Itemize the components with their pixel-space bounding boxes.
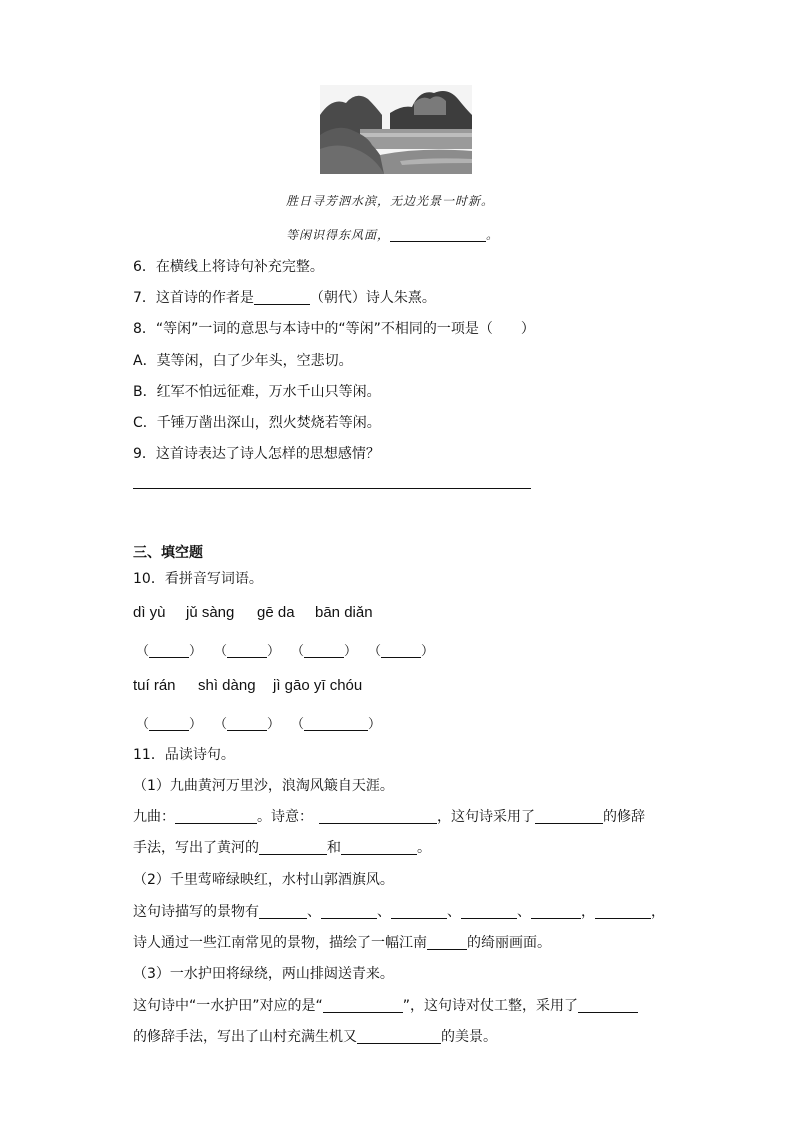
question-7 bbox=[133, 287, 436, 307]
shiyi-blank[interactable] bbox=[319, 822, 437, 824]
part-2-answer-line-b bbox=[133, 932, 551, 952]
jiuqu-blank[interactable] bbox=[175, 822, 257, 824]
scenery-blank-6[interactable] bbox=[595, 917, 651, 919]
sep-2: 、 bbox=[377, 904, 391, 920]
answer-line-q9[interactable] bbox=[133, 488, 531, 489]
pinyin-geda: gē da bbox=[257, 604, 295, 621]
question-10: 10．看拼音写词语。 bbox=[133, 571, 263, 587]
poem-line-2 bbox=[286, 226, 499, 243]
label-correspond: 这句诗中“一水护田”对应的是“ bbox=[133, 998, 323, 1014]
label-rhetoric: ，这句诗采用了 bbox=[437, 809, 535, 825]
label-beauty: 的美景。 bbox=[441, 1029, 497, 1045]
poem-line-2-end: 。 bbox=[486, 228, 500, 242]
scenery-blank-3[interactable] bbox=[391, 917, 447, 919]
answer-bracket-7[interactable]: （ ） bbox=[291, 717, 382, 732]
pinyin-jigaoyichou: jì gāo yī chóu bbox=[273, 677, 363, 694]
label-jiuqu: 九曲： bbox=[133, 809, 175, 825]
pinyin-bandian: bān diǎn bbox=[315, 604, 373, 621]
scenery-blank-5[interactable] bbox=[531, 917, 581, 919]
label-scenery: 这句诗描写的景物有 bbox=[133, 904, 259, 920]
question-11: 11．品读诗句。 bbox=[133, 747, 235, 763]
pinyin-shidang: shì dàng bbox=[198, 677, 256, 694]
question-6: 6．在横线上将诗句补充完整。 bbox=[133, 259, 324, 275]
river-blank-2[interactable] bbox=[341, 853, 417, 855]
label-jiangnan: 诗人通过一些江南常见的景物，描绘了一幅江南 bbox=[133, 935, 427, 951]
label-antithesis: ”，这句诗对仗工整，采用了 bbox=[402, 998, 579, 1014]
question-9: 9．这首诗表达了诗人怎样的思想感情？ bbox=[133, 446, 380, 462]
option-c[interactable]: C．千锤万凿出深山，烈火焚烧若等闲。 bbox=[133, 415, 381, 431]
part-3-answer-line-b bbox=[133, 1026, 497, 1046]
question-8: 8．“等闲”一词的意思与本诗中的“等闲”不相同的一项是（ ） bbox=[133, 321, 535, 337]
scenery-blank-4[interactable] bbox=[461, 917, 517, 919]
poem-part-3: （3）一水护田将绿绕，两山排闼送青来。 bbox=[133, 966, 394, 982]
answer-bracket-2[interactable]: （ ） bbox=[214, 644, 281, 659]
landscape-illustration bbox=[320, 85, 472, 174]
option-b[interactable]: B．红军不怕远征难，万水千山只等闲。 bbox=[133, 384, 381, 400]
dynasty-blank[interactable] bbox=[254, 303, 310, 305]
rhetoric-blank-2[interactable] bbox=[578, 1011, 638, 1013]
answer-bracket-5[interactable]: （ ） bbox=[136, 717, 203, 732]
answer-bracket-6[interactable]: （ ） bbox=[214, 717, 281, 732]
part-1-answer-line-b bbox=[133, 837, 431, 857]
river-blank-1[interactable] bbox=[259, 853, 327, 855]
answer-bracket-4[interactable]: （ ） bbox=[368, 644, 435, 659]
part-3-answer-line-a bbox=[133, 995, 638, 1015]
answer-bracket-3[interactable]: （ ） bbox=[291, 644, 358, 659]
scenery-blank-2[interactable] bbox=[321, 917, 377, 919]
comma-2: ， bbox=[651, 904, 665, 920]
poem-answer-blank[interactable] bbox=[390, 240, 486, 242]
question-7-text: 7．这首诗的作者是 bbox=[133, 290, 254, 306]
sep-3: 、 bbox=[447, 904, 461, 920]
label-yellow-river: 手法，写出了黄河的 bbox=[133, 840, 259, 856]
sep-1: 、 bbox=[307, 904, 321, 920]
part-1-answer-line-a bbox=[133, 806, 645, 826]
rhetoric-blank-1[interactable] bbox=[535, 822, 603, 824]
label-and: 和 bbox=[327, 840, 341, 856]
label-period: 。 bbox=[417, 840, 431, 856]
correspond-blank[interactable] bbox=[323, 1011, 403, 1013]
label-village: 的修辞手法，写出了山村充满生机又 bbox=[133, 1029, 357, 1045]
option-a[interactable]: A．莫等闲，白了少年头，空悲切。 bbox=[133, 353, 353, 369]
section-title-fill-in: 三、填空题 bbox=[133, 545, 203, 561]
jiangnan-blank[interactable] bbox=[427, 948, 467, 950]
village-blank[interactable] bbox=[357, 1042, 441, 1044]
poem-line-1: 胜日寻芳泗水滨，无边光景一时新。 bbox=[286, 194, 495, 208]
label-rhetoric-suffix: 的修辞 bbox=[603, 809, 645, 825]
answer-bracket-1[interactable]: （ ） bbox=[136, 644, 203, 659]
pinyin-tuiran: tuí rán bbox=[133, 677, 176, 694]
comma-1: ， bbox=[581, 904, 595, 920]
landscape-image bbox=[320, 85, 472, 174]
poem-part-2: （2）千里莺啼绿映红，水村山郭酒旗风。 bbox=[133, 872, 394, 888]
sep-4: 、 bbox=[517, 904, 531, 920]
scenery-blank-1[interactable] bbox=[259, 917, 307, 919]
question-7-suffix: （朝代）诗人朱熹。 bbox=[309, 290, 436, 306]
part-2-answer-line-a bbox=[133, 901, 665, 921]
poem-line-2-text: 等闲识得东风面， bbox=[286, 228, 391, 242]
label-picture: 的绮丽画面。 bbox=[467, 935, 551, 951]
poem-part-1: （1）九曲黄河万里沙，浪淘风簸自天涯。 bbox=[133, 778, 394, 794]
pinyin-diyu: dì yù bbox=[133, 604, 166, 621]
label-shiyi: 。诗意： bbox=[257, 809, 313, 825]
pinyin-jusang: jǔ sàng bbox=[186, 604, 235, 621]
